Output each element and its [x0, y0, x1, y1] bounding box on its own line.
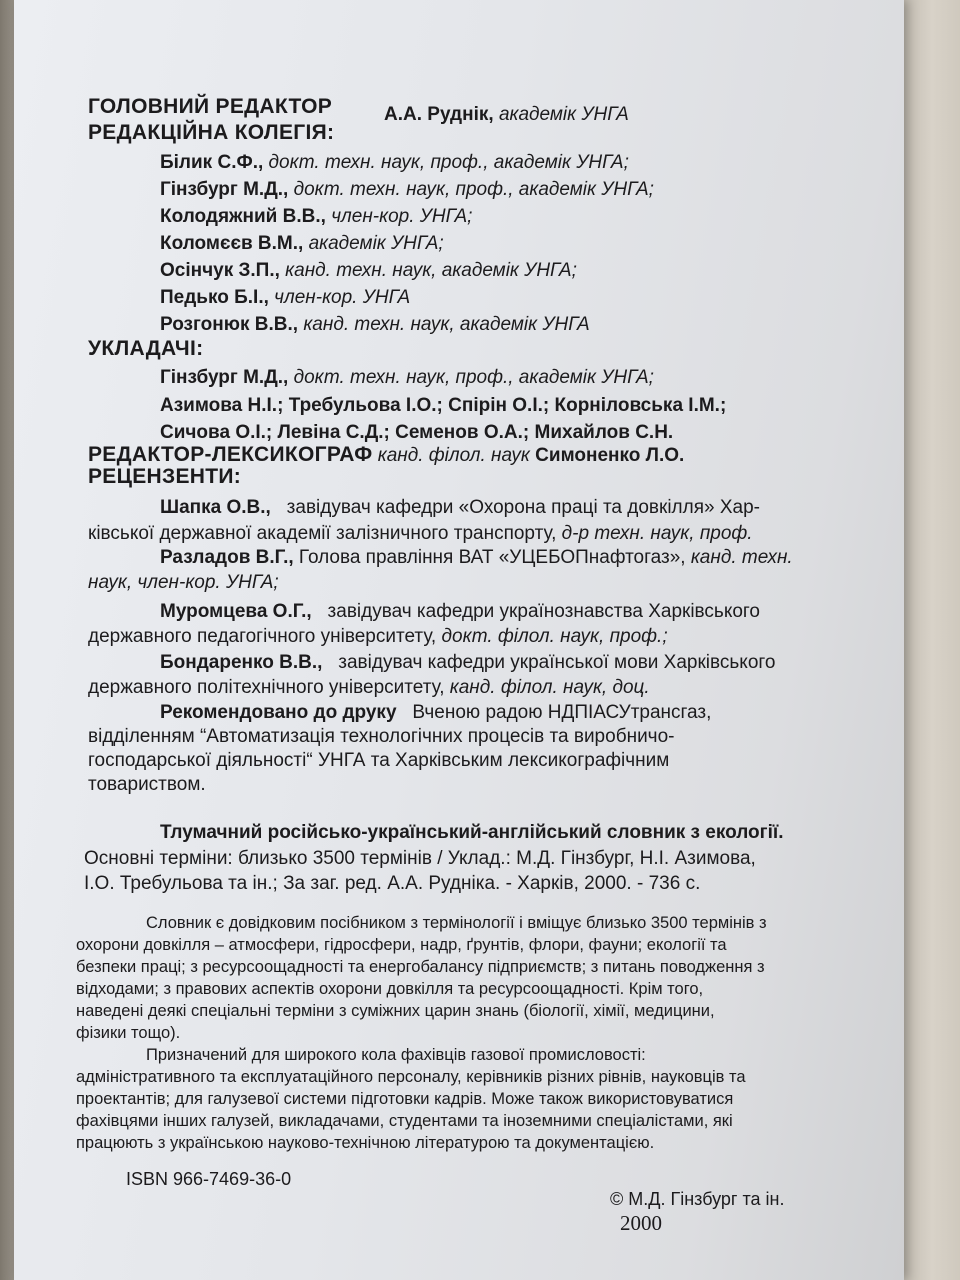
board-member-title: докт. техн. наук, проф., академік УНГА; [268, 152, 629, 173]
citation-title: Тлумачний російсько-український-англійський словник з екології. [160, 822, 784, 843]
compiler-name: Гінзбург М.Д., [160, 367, 289, 388]
recommendation-text: Вченою радою НДПІАСУтрансгаз, [412, 702, 712, 723]
abstract-line: наведені деякі спеціальні терміни з суміжних царин знань (біології, хімії, медицини, [76, 1002, 715, 1020]
compiler-title: докт. техн. наук, проф., академік УНГА; [293, 367, 654, 388]
chief-editor [384, 104, 629, 126]
reviewer-2-cont: наук, член-кор. УНГА; [88, 572, 279, 593]
year: 2000 [620, 1211, 662, 1235]
board-member [160, 314, 590, 336]
reviewer-degree: докт. філол. наук, проф.; [441, 626, 668, 647]
reviewer-3 [160, 601, 760, 623]
abstract-line: відходами; з правових аспектів охорони довкілля та ресурсоощадності. Крім того, [76, 980, 704, 998]
reviewer-1-cont [88, 523, 753, 545]
lexicographer-name: Симоненко Л.О. [535, 445, 685, 466]
board-member [160, 179, 654, 201]
board-member-title: докт. техн. наук, проф., академік УНГА; [293, 179, 654, 200]
board-member-title: член-кор. УНГА [274, 287, 411, 308]
lexicographer [88, 444, 684, 467]
board-member-title: канд. техн. наук, академік УНГА [303, 314, 590, 335]
reviewer-position: Голова правління ВАТ «УЦЕБОПнафтогаз», [298, 547, 686, 568]
abstract-line: безпеки праці; з ресурсоощадності та енергобалансу підприємств; з питань поводження з [76, 958, 765, 976]
board-member [160, 233, 444, 255]
copyright: © М.Д. Гінзбург та ін. [610, 1189, 785, 1209]
reviewer-2 [160, 547, 793, 569]
isbn: ISBN 966-7469-36-0 [126, 1169, 292, 1189]
board-member-title: академік УНГА; [308, 233, 444, 254]
abstract-line: Призначений для широкого кола фахівців газової промисловості: [146, 1046, 646, 1064]
reviewer-degree: канд. філол. наук, доц. [449, 677, 650, 698]
reviewer-affiliation: державного політехнічного університету, [88, 677, 445, 698]
reviewer-affiliation: державного педагогічного університету, [88, 626, 437, 647]
chief-editor-label: ГОЛОВНИЙ РЕДАКТОР [88, 95, 333, 118]
book-page [14, 0, 904, 1280]
reviewer-1 [160, 497, 760, 519]
recommendation [160, 702, 711, 724]
recommendation-label: Рекомендовано до друку [160, 702, 397, 723]
reviewer-affiliation: ківської державної академії залізничного транспорту, [88, 523, 557, 544]
compilers-line3: Сичова О.І.; Левіна С.Д.; Семенов О.А.; Михайлов С.Н. [160, 422, 674, 443]
abstract-line: адміністративного та експлуатаційного персоналу, керівників різних рівнів, науковців та [76, 1068, 746, 1086]
chief-editor-name: А.А. Руднік, [384, 104, 494, 125]
compilers-line2: Азимова Н.І.; Требульова І.О.; Спірін О.І.; Корніловська І.М.; [160, 395, 727, 416]
board-member [160, 206, 472, 228]
reviewer-position: завідувач кафедри «Охорона праці та довкілля» Хар- [286, 497, 761, 518]
lexicographer-title: канд. філол. наук [377, 445, 530, 466]
board-member-title: канд. техн. наук, академік УНГА; [285, 260, 577, 281]
abstract-line: фахівцями інших галузей, викладачами, студентами та іноземними спеціалістами, які [76, 1112, 733, 1130]
board-member-name: Колодяжний В.В., [160, 206, 326, 227]
recommendation-line2: відділенням “Автоматизація технологічних процесів та виробничо- [88, 726, 675, 747]
reviewer-position: завідувач кафедри українознавства Харківського [327, 601, 761, 622]
board-member [160, 152, 629, 174]
board-member-title: член-кор. УНГА; [331, 206, 473, 227]
compiler-first [160, 367, 654, 389]
reviewer-degree: д-р техн. наук, проф. [561, 523, 753, 544]
reviewer-name: Разладов В.Г., [160, 547, 294, 568]
board-member [160, 260, 577, 282]
reviewers-label: РЕЦЕНЗЕНТИ: [88, 465, 242, 488]
reviewer-name: Муромцева О.Г., [160, 601, 312, 622]
board-member-name: Розгонюк В.В., [160, 314, 299, 335]
abstract-line: Словник є довідковим посібником з термінології і вміщує близько 3500 термінів з [146, 914, 767, 932]
board-member-name: Осінчук З.П., [160, 260, 280, 281]
board-member-name: Коломєєв В.М., [160, 233, 304, 254]
reviewer-3-cont [88, 626, 668, 648]
board-member-name: Гінзбург М.Д., [160, 179, 289, 200]
reviewer-4-cont [88, 677, 650, 699]
reviewer-degree: канд. техн. [690, 547, 793, 568]
recommendation-line3: господарської діяльності“ УНГА та Харківським лексикографічним [88, 750, 670, 771]
abstract-line: охорони довкілля – атмосфери, гідросфери, надр, ґрунтів, флори, фауни; екології та [76, 936, 727, 954]
abstract-line: проектантів; для галузевої системи підготовки кадрів. Може також використовуватися [76, 1090, 734, 1108]
reviewer-position: завідувач кафедри української мови Харківського [338, 652, 776, 673]
citation-line2: Основні терміни: близько 3500 термінів / Уклад.: М.Д. Гінзбург, Н.І. Азимова, [84, 848, 756, 869]
abstract-line: фізики тощо). [76, 1024, 181, 1042]
abstract-line: працюють з українською науково-технічною літературою та документацією. [76, 1134, 655, 1152]
board-member [160, 287, 410, 309]
reviewer-name: Бондаренко В.В., [160, 652, 323, 673]
recommendation-line4: товариством. [88, 774, 206, 795]
reviewer-name: Шапка О.В., [160, 497, 271, 518]
board-label: РЕДАКЦІЙНА КОЛЕГІЯ: [88, 121, 335, 144]
board-member-name: Білик С.Ф., [160, 152, 264, 173]
lexicographer-label: РЕДАКТОР-ЛЕКСИКОГРАФ [88, 443, 373, 466]
reviewer-4 [160, 652, 775, 674]
citation-line3: І.О. Требульова та ін.; За заг. ред. А.А. Рудніка. - Харків, 2000. - 736 с. [84, 873, 701, 894]
board-member-name: Педько Б.І., [160, 287, 269, 308]
chief-editor-title: академік УНГА [498, 104, 629, 125]
compilers-label: УКЛАДАЧІ: [88, 337, 204, 360]
